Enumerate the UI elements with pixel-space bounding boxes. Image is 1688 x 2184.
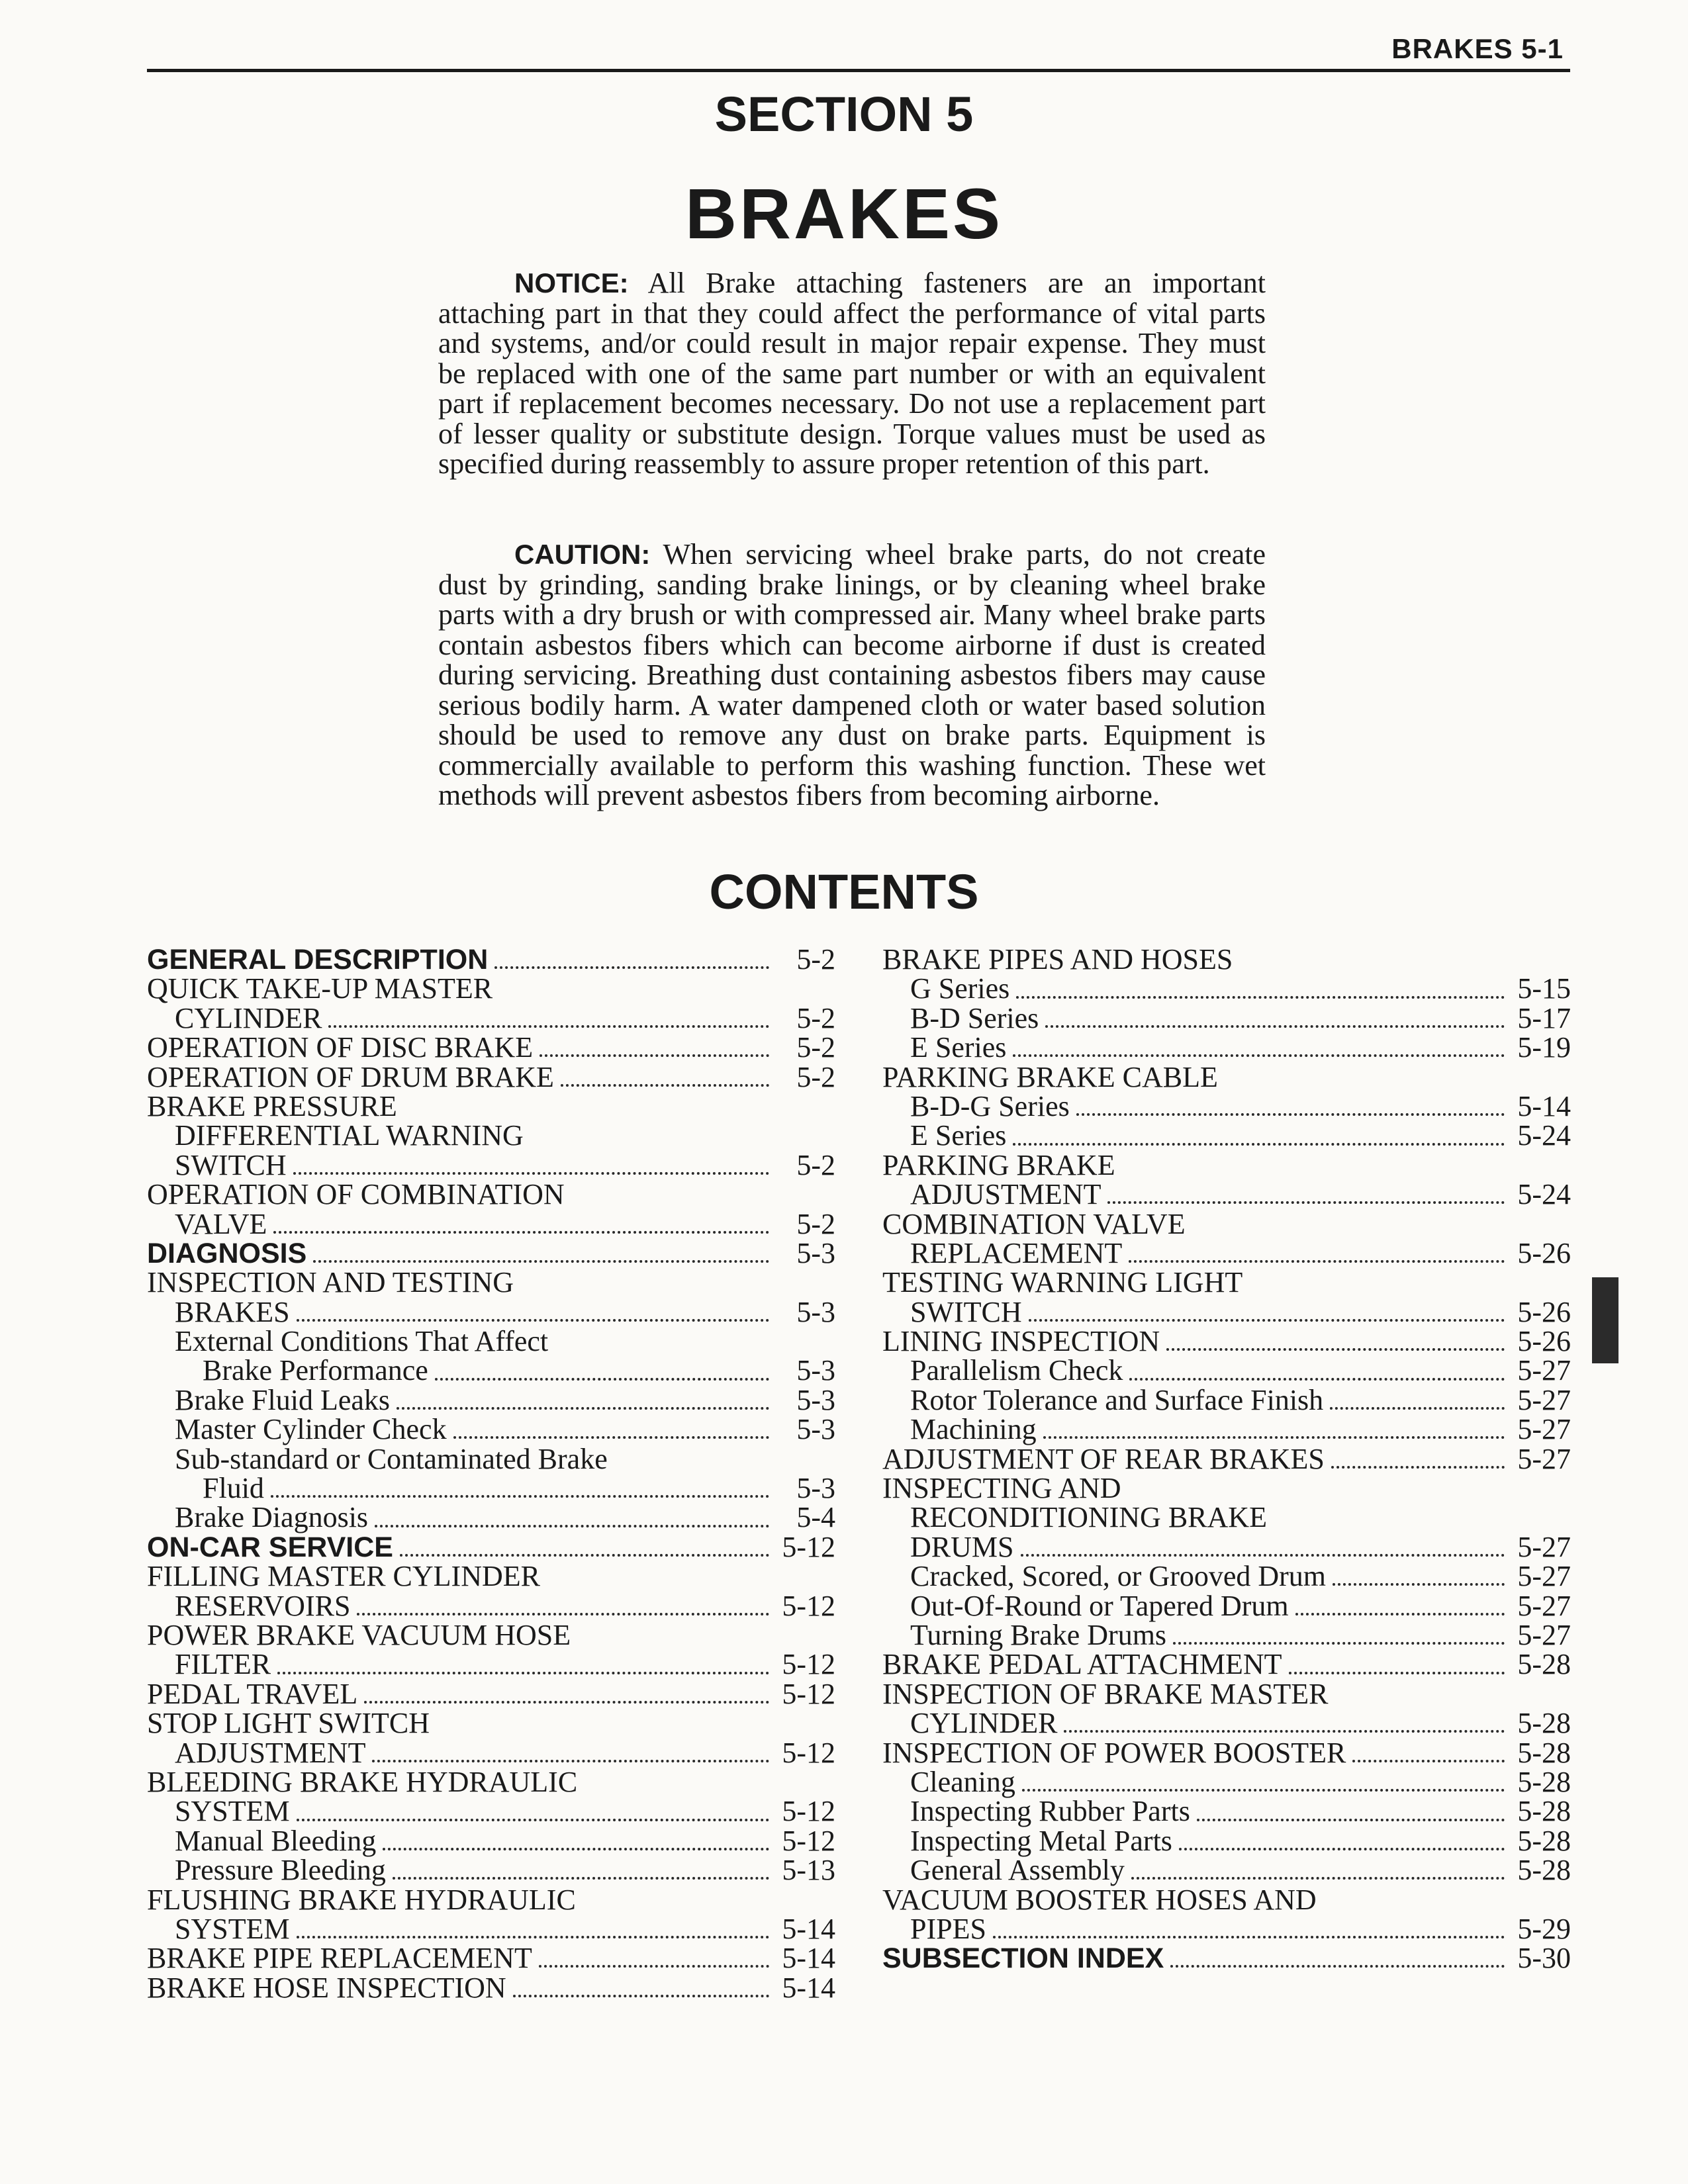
toc-entry-title: LINING INSPECTION xyxy=(882,1325,1160,1358)
toc-entry xyxy=(147,945,835,974)
toc-leader-dots xyxy=(1076,1113,1505,1116)
toc-entry-title: SWITCH xyxy=(175,1148,287,1181)
toc-entry xyxy=(882,1856,1571,1885)
toc-entry xyxy=(147,1562,835,1591)
toc-entry xyxy=(882,1001,1571,1034)
toc-page-number: 5-24 xyxy=(1517,1178,1571,1211)
toc-leader-dots xyxy=(1107,1201,1505,1204)
contents-title: CONTENTS xyxy=(709,864,979,919)
toc-entry-title: ADJUSTMENT OF REAR BRAKES xyxy=(882,1442,1325,1475)
toc-entry-title: INSPECTION OF POWER BOOSTER xyxy=(882,1736,1346,1769)
toc-entry xyxy=(882,1327,1571,1356)
toc-entry xyxy=(147,1765,835,1798)
toc-entry-title: Manual Bleeding xyxy=(175,1824,377,1857)
toc-page-number: 5-3 xyxy=(796,1295,835,1328)
toc-leader-dots xyxy=(277,1672,769,1674)
toc-page-number: 5-15 xyxy=(1517,972,1571,1005)
toc-leader-dots xyxy=(1295,1613,1505,1615)
toc-entry xyxy=(882,1530,1571,1563)
toc-page-number: 5-27 xyxy=(1517,1560,1571,1593)
toc-page-number: 5-2 xyxy=(796,1060,835,1093)
toc-entry xyxy=(147,1589,835,1622)
toc-leader-dots xyxy=(1352,1760,1505,1762)
toc-leader-dots xyxy=(1330,1407,1505,1410)
toc-entry xyxy=(882,1677,1571,1710)
toc-page-number: 5-28 xyxy=(1517,1765,1571,1798)
toc-entry-title: SYSTEM xyxy=(175,1795,290,1828)
toc-entry xyxy=(882,1121,1571,1150)
toc-entry-title: OPERATION OF DISC BRAKE xyxy=(147,1031,534,1064)
toc-entry-title: ADJUSTMENT xyxy=(175,1736,366,1769)
toc-leader-dots xyxy=(1197,1819,1505,1821)
toc-leader-dots xyxy=(271,1495,769,1498)
toc-leader-dots xyxy=(539,1965,769,1968)
toc-leader-dots xyxy=(397,1407,769,1410)
toc-entry xyxy=(882,1474,1571,1503)
toc-page-number: 5-12 xyxy=(782,1677,835,1710)
toc-leader-dots xyxy=(1013,1054,1505,1057)
toc-entry xyxy=(882,974,1571,1003)
toc-leader-dots xyxy=(297,1819,769,1821)
toc-entry-title: BRAKE PIPE REPLACEMENT xyxy=(147,1942,532,1975)
toc-entry-title: SYSTEM xyxy=(175,1912,290,1945)
toc-page-number: 5-26 xyxy=(1517,1236,1571,1269)
toc-entry-title: INSPECTING AND xyxy=(882,1472,1121,1505)
toc-leader-dots xyxy=(494,966,769,969)
toc-page-number: 5-27 xyxy=(1517,1354,1571,1387)
toc-page-number: 5-14 xyxy=(782,1971,835,2004)
toc-leader-dots xyxy=(1173,1642,1505,1645)
toc-entry xyxy=(882,1883,1571,1916)
toc-leader-dots xyxy=(375,1525,769,1527)
toc-entry xyxy=(882,1944,1571,1973)
toc-page-number: 5-26 xyxy=(1517,1295,1571,1328)
page-header xyxy=(147,33,1570,72)
toc-entry xyxy=(882,1180,1571,1209)
toc-entry xyxy=(147,1442,835,1475)
toc-entry-title: TESTING WARNING LIGHT xyxy=(882,1266,1243,1299)
toc-entry xyxy=(147,1060,835,1093)
toc-page-number: 5-28 xyxy=(1517,1795,1571,1828)
toc-entry-title: Machining xyxy=(910,1413,1037,1446)
toc-leader-dots xyxy=(993,1936,1505,1938)
toc-leader-dots xyxy=(1129,1378,1505,1381)
toc-leader-dots xyxy=(313,1260,769,1263)
section-label: SECTION 5 xyxy=(714,87,974,142)
toc-entry-title: CYLINDER xyxy=(910,1707,1058,1740)
toc-page-number: 5-14 xyxy=(782,1912,835,1945)
toc-entry-title: DIFFERENTIAL WARNING xyxy=(175,1119,524,1152)
toc-page-number: 5-28 xyxy=(1517,1824,1571,1857)
toc-entry xyxy=(882,1236,1571,1269)
toc-entry-title: PEDAL TRAVEL xyxy=(147,1677,358,1710)
toc-entry-title: Sub-standard or Contaminated Brake xyxy=(175,1442,608,1475)
toc-entry xyxy=(147,1650,835,1679)
toc-page-number: 5-2 xyxy=(796,943,835,976)
toc-entry xyxy=(147,1236,835,1269)
toc-page-number: 5-27 xyxy=(1517,1530,1571,1563)
toc-entry xyxy=(147,1415,835,1444)
toc-entry-title: BLEEDING BRAKE HYDRAULIC xyxy=(147,1765,578,1798)
toc-entry-title: Cracked, Scored, or Grooved Drum xyxy=(910,1560,1327,1593)
toc-entry xyxy=(147,1089,835,1122)
toc-entry xyxy=(147,1207,835,1240)
toc-entry-title: CYLINDER xyxy=(175,1001,322,1034)
toc-entry-title: ON-CAR SERVICE xyxy=(147,1531,393,1563)
toc-leader-dots xyxy=(1029,1319,1505,1322)
toc-entry xyxy=(882,1148,1571,1181)
toc-page-number: 5-27 xyxy=(1517,1413,1571,1446)
toc-page-number: 5-28 xyxy=(1517,1648,1571,1681)
toc-entry xyxy=(882,1912,1571,1945)
toc-entry xyxy=(882,1765,1571,1798)
toc-entry-title: Brake Diagnosis xyxy=(175,1501,369,1534)
toc-page-number: 5-2 xyxy=(796,1031,835,1064)
toc-entry xyxy=(882,1207,1571,1240)
toc-entry xyxy=(147,1677,835,1710)
toc-entry-title: STOP LIGHT SWITCH xyxy=(147,1707,430,1740)
toc-entry xyxy=(147,1797,835,1826)
toc-entry xyxy=(147,1503,835,1532)
toc-left-column xyxy=(147,945,835,2003)
toc-entry-title: E Series xyxy=(910,1031,1007,1064)
toc-page-number: 5-27 xyxy=(1517,1618,1571,1651)
toc-leader-dots xyxy=(1045,1025,1505,1028)
toc-entry-title: DIAGNOSIS xyxy=(147,1237,307,1269)
toc-entry-title: ADJUSTMENT xyxy=(910,1178,1102,1211)
toc-page-number: 5-12 xyxy=(782,1530,835,1563)
toc-page-number: 5-14 xyxy=(1517,1089,1571,1122)
notice-lead: NOTICE: xyxy=(514,267,629,298)
toc-page-number: 5-12 xyxy=(782,1648,835,1681)
toc-page-number: 5-29 xyxy=(1517,1912,1571,1945)
toc-leader-dots xyxy=(297,1936,769,1938)
toc-entry-title: OPERATION OF DRUM BRAKE xyxy=(147,1060,554,1093)
toc-entry-title: GENERAL DESCRIPTION xyxy=(147,944,489,976)
toc-entry xyxy=(882,1415,1571,1444)
toc-entry xyxy=(147,1383,835,1416)
toc-entry xyxy=(147,1944,835,1973)
toc-entry xyxy=(882,1797,1571,1826)
toc-page-number: 5-14 xyxy=(782,1942,835,1975)
caution-paragraph xyxy=(438,539,1266,811)
toc-entry xyxy=(147,974,835,1003)
toc-leader-dots xyxy=(372,1760,769,1762)
toc-leader-dots xyxy=(561,1084,769,1087)
toc-page-number: 5-3 xyxy=(796,1472,835,1505)
toc-entry-title: INSPECTION OF BRAKE MASTER xyxy=(882,1677,1329,1710)
toc-entry-title: External Conditions That Affect xyxy=(175,1325,549,1358)
toc-entry-title: BRAKE PRESSURE xyxy=(147,1089,397,1122)
toc-leader-dots xyxy=(1331,1466,1505,1469)
toc-entry-title: RECONDITIONING BRAKE xyxy=(910,1501,1267,1534)
toc-entry xyxy=(147,1824,835,1857)
toc-entry-title: B-D-G Series xyxy=(910,1089,1070,1122)
toc-entry xyxy=(882,1060,1571,1093)
toc-leader-dots xyxy=(1016,996,1505,999)
toc-leader-dots xyxy=(357,1613,769,1615)
toc-leader-dots xyxy=(297,1319,769,1322)
toc-page-number: 5-17 xyxy=(1517,1001,1571,1034)
toc-page-number: 5-24 xyxy=(1517,1119,1571,1152)
toc-entry-title: PARKING BRAKE CABLE xyxy=(882,1060,1218,1093)
toc-entry-title: REPLACEMENT xyxy=(910,1236,1123,1269)
toc-entry xyxy=(147,1327,835,1356)
toc-page-number: 5-3 xyxy=(796,1236,835,1269)
toc-entry-title: BRAKES xyxy=(175,1295,290,1328)
toc-entry-title: General Assembly xyxy=(910,1854,1125,1887)
toc-page-number: 5-3 xyxy=(796,1354,835,1387)
toc-entry-title: POWER BRAKE VACUUM HOSE xyxy=(147,1618,571,1651)
toc-entry xyxy=(882,1383,1571,1416)
toc-entry-title: Cleaning xyxy=(910,1765,1015,1798)
toc-entry xyxy=(882,1618,1571,1651)
notice-body: All Brake attaching fasteners are an important attaching part in that they could affect the performance of vital parts and systems, and/or could result in major repair expense. They must be replaced with one of the same part number or with an equivalent part if replacement becomes necessary. Do not use a replacement part of lesser quality or substitute design. Torque values must be used as specified during reassembly to assure proper retention of this part. xyxy=(438,267,1266,480)
toc-leader-dots xyxy=(513,1995,769,1997)
toc-page-number: 5-30 xyxy=(1517,1942,1571,1975)
toc-page-number: 5-19 xyxy=(1517,1031,1571,1064)
toc-entry-title: FILTER xyxy=(175,1648,271,1681)
toc-page-number: 5-27 xyxy=(1517,1589,1571,1622)
toc-entry xyxy=(147,1474,835,1503)
toc-entry-title: VACUUM BOOSTER HOSES AND xyxy=(882,1883,1317,1916)
toc-page-number: 5-28 xyxy=(1517,1854,1571,1887)
toc-page-number: 5-26 xyxy=(1517,1325,1571,1358)
toc-page-number: 5-4 xyxy=(796,1501,835,1534)
toc-entry xyxy=(147,1180,835,1209)
toc-leader-dots xyxy=(393,1877,769,1880)
toc-entry-title: DRUMS xyxy=(910,1530,1014,1563)
toc-entry-title: Parallelism Check xyxy=(910,1354,1123,1387)
toc-entry xyxy=(882,1295,1571,1328)
toc-entry xyxy=(147,1295,835,1328)
toc-entry xyxy=(882,1650,1571,1679)
toc-leader-dots xyxy=(1021,1554,1505,1557)
toc-entry-title: Brake Fluid Leaks xyxy=(175,1383,391,1416)
toc-page-number: 5-27 xyxy=(1517,1442,1571,1475)
toc-page-number: 5-2 xyxy=(796,1148,835,1181)
toc-entry xyxy=(882,1589,1571,1622)
toc-entry-title: PIPES xyxy=(910,1912,986,1945)
toc-entry-title: Out-Of-Round or Tapered Drum xyxy=(910,1589,1289,1622)
toc-entry-title: Inspecting Metal Parts xyxy=(910,1824,1172,1857)
toc-entry xyxy=(882,1268,1571,1297)
notice-paragraph xyxy=(438,268,1266,479)
toc-entry-title: Inspecting Rubber Parts xyxy=(910,1795,1190,1828)
toc-entry xyxy=(882,1562,1571,1591)
toc-entry-title: FILLING MASTER CYLINDER xyxy=(147,1560,540,1593)
toc-entry-title: B-D Series xyxy=(910,1001,1039,1034)
toc-leader-dots xyxy=(273,1231,769,1234)
toc-entry-title: SUBSECTION INDEX xyxy=(882,1942,1164,1975)
toc-entry xyxy=(147,1971,835,2004)
toc-entry xyxy=(882,1089,1571,1122)
toc-entry-title: FLUSHING BRAKE HYDRAULIC xyxy=(147,1883,576,1916)
toc-entry xyxy=(147,1121,835,1150)
toc-entry-title: BRAKE PIPES AND HOSES xyxy=(882,943,1233,976)
toc-entry-title: Turning Brake Drums xyxy=(910,1618,1167,1651)
toc-page-number: 5-2 xyxy=(796,1001,835,1034)
toc-leader-dots xyxy=(1064,1730,1505,1733)
toc-entry-title: E Series xyxy=(910,1119,1007,1152)
toc-entry xyxy=(882,1824,1571,1857)
toc-entry-title: BRAKE PEDAL ATTACHMENT xyxy=(882,1648,1282,1681)
toc-entry xyxy=(147,1912,835,1945)
caution-lead: CAUTION: xyxy=(514,539,651,570)
toc-page-number: 5-13 xyxy=(782,1854,835,1887)
toc-entry-title: SWITCH xyxy=(910,1295,1022,1328)
toc-entry-title: COMBINATION VALVE xyxy=(882,1207,1186,1240)
toc-entry-title: G Series xyxy=(910,972,1010,1005)
toc-leader-dots xyxy=(1013,1143,1505,1146)
toc-page-number: 5-28 xyxy=(1517,1707,1571,1740)
toc-page-number: 5-3 xyxy=(796,1383,835,1416)
running-head: BRAKES 5-1 xyxy=(1391,33,1564,64)
toc-entry xyxy=(147,1033,835,1062)
toc-entry xyxy=(147,1709,835,1738)
toc-entry-title: VALVE xyxy=(175,1207,267,1240)
section-title: BRAKES xyxy=(684,173,1004,253)
toc-entry-title: OPERATION OF COMBINATION xyxy=(147,1178,565,1211)
toc-entry xyxy=(147,1001,835,1034)
toc-leader-dots xyxy=(1129,1260,1505,1263)
toc-leader-dots xyxy=(400,1554,769,1557)
toc-right-column xyxy=(882,945,1571,1974)
toc-page-number: 5-2 xyxy=(796,1207,835,1240)
toc-entry xyxy=(882,1442,1571,1475)
toc-entry xyxy=(147,1856,835,1885)
toc-entry-title: Master Cylinder Check xyxy=(175,1413,447,1446)
toc-page-number: 5-12 xyxy=(782,1795,835,1828)
toc-entry xyxy=(882,1503,1571,1532)
toc-leader-dots xyxy=(1166,1348,1505,1351)
toc-leader-dots xyxy=(293,1172,769,1175)
toc-entry xyxy=(147,1148,835,1181)
toc-entry-title: Brake Performance xyxy=(203,1354,428,1387)
toc-page-number: 5-27 xyxy=(1517,1383,1571,1416)
toc-leader-dots xyxy=(435,1378,769,1381)
toc-entry-title: Rotor Tolerance and Surface Finish xyxy=(910,1383,1324,1416)
toc-leader-dots xyxy=(1289,1672,1505,1674)
toc-entry xyxy=(147,1530,835,1563)
toc-entry-title: BRAKE HOSE INSPECTION xyxy=(147,1971,506,2004)
toc-leader-dots xyxy=(364,1701,769,1704)
toc-entry xyxy=(147,1883,835,1916)
toc-leader-dots xyxy=(383,1848,769,1850)
toc-leader-dots xyxy=(1022,1789,1505,1792)
toc-entry xyxy=(147,1618,835,1651)
toc-leader-dots xyxy=(1043,1436,1505,1439)
toc-entry-title: INSPECTION AND TESTING xyxy=(147,1266,514,1299)
toc-entry xyxy=(147,1268,835,1297)
toc-page-number: 5-12 xyxy=(782,1736,835,1769)
toc-entry xyxy=(882,1356,1571,1385)
toc-leader-dots xyxy=(1131,1877,1505,1880)
toc-page-number: 5-12 xyxy=(782,1824,835,1857)
toc-entry xyxy=(882,1736,1571,1769)
toc-entry-title: QUICK TAKE-UP MASTER xyxy=(147,972,493,1005)
toc-entry xyxy=(147,1356,835,1385)
section-edge-tab xyxy=(1592,1277,1618,1363)
toc-page-number: 5-12 xyxy=(782,1589,835,1622)
toc-page-number: 5-28 xyxy=(1517,1736,1571,1769)
toc-page-number: 5-3 xyxy=(796,1413,835,1446)
toc-entry xyxy=(882,1033,1571,1062)
toc-entry-title: Pressure Bleeding xyxy=(175,1854,386,1887)
caution-body: When servicing wheel brake parts, do not create dust by grinding, sanding brake linings, or by cleaning wheel brake parts with a dry brush or with compressed air. Many wheel brake parts contain asbestos fibers which can become airborne if dust is created during servicing. Breathing dust containing asbestos fibers may cause serious bodily harm. A water dampened cloth or water based solution should be used to remove any dust on brake parts. Equipment is commercially available to perform this washing function. These wet methods will prevent asbestos fibers from becoming airborne. xyxy=(438,538,1266,811)
toc-leader-dots xyxy=(1333,1583,1505,1586)
toc-entry-title: Fluid xyxy=(203,1472,264,1505)
toc-entry-title: RESERVOIRS xyxy=(175,1589,351,1622)
toc-entry xyxy=(882,1709,1571,1738)
toc-entry xyxy=(147,1736,835,1769)
toc-entry-title: PARKING BRAKE xyxy=(882,1148,1115,1181)
toc-leader-dots xyxy=(328,1025,769,1028)
toc-entry xyxy=(882,945,1571,974)
toc-leader-dots xyxy=(1179,1848,1505,1850)
toc-leader-dots xyxy=(1170,1965,1505,1968)
toc-leader-dots xyxy=(539,1054,769,1057)
toc-leader-dots xyxy=(453,1436,769,1439)
